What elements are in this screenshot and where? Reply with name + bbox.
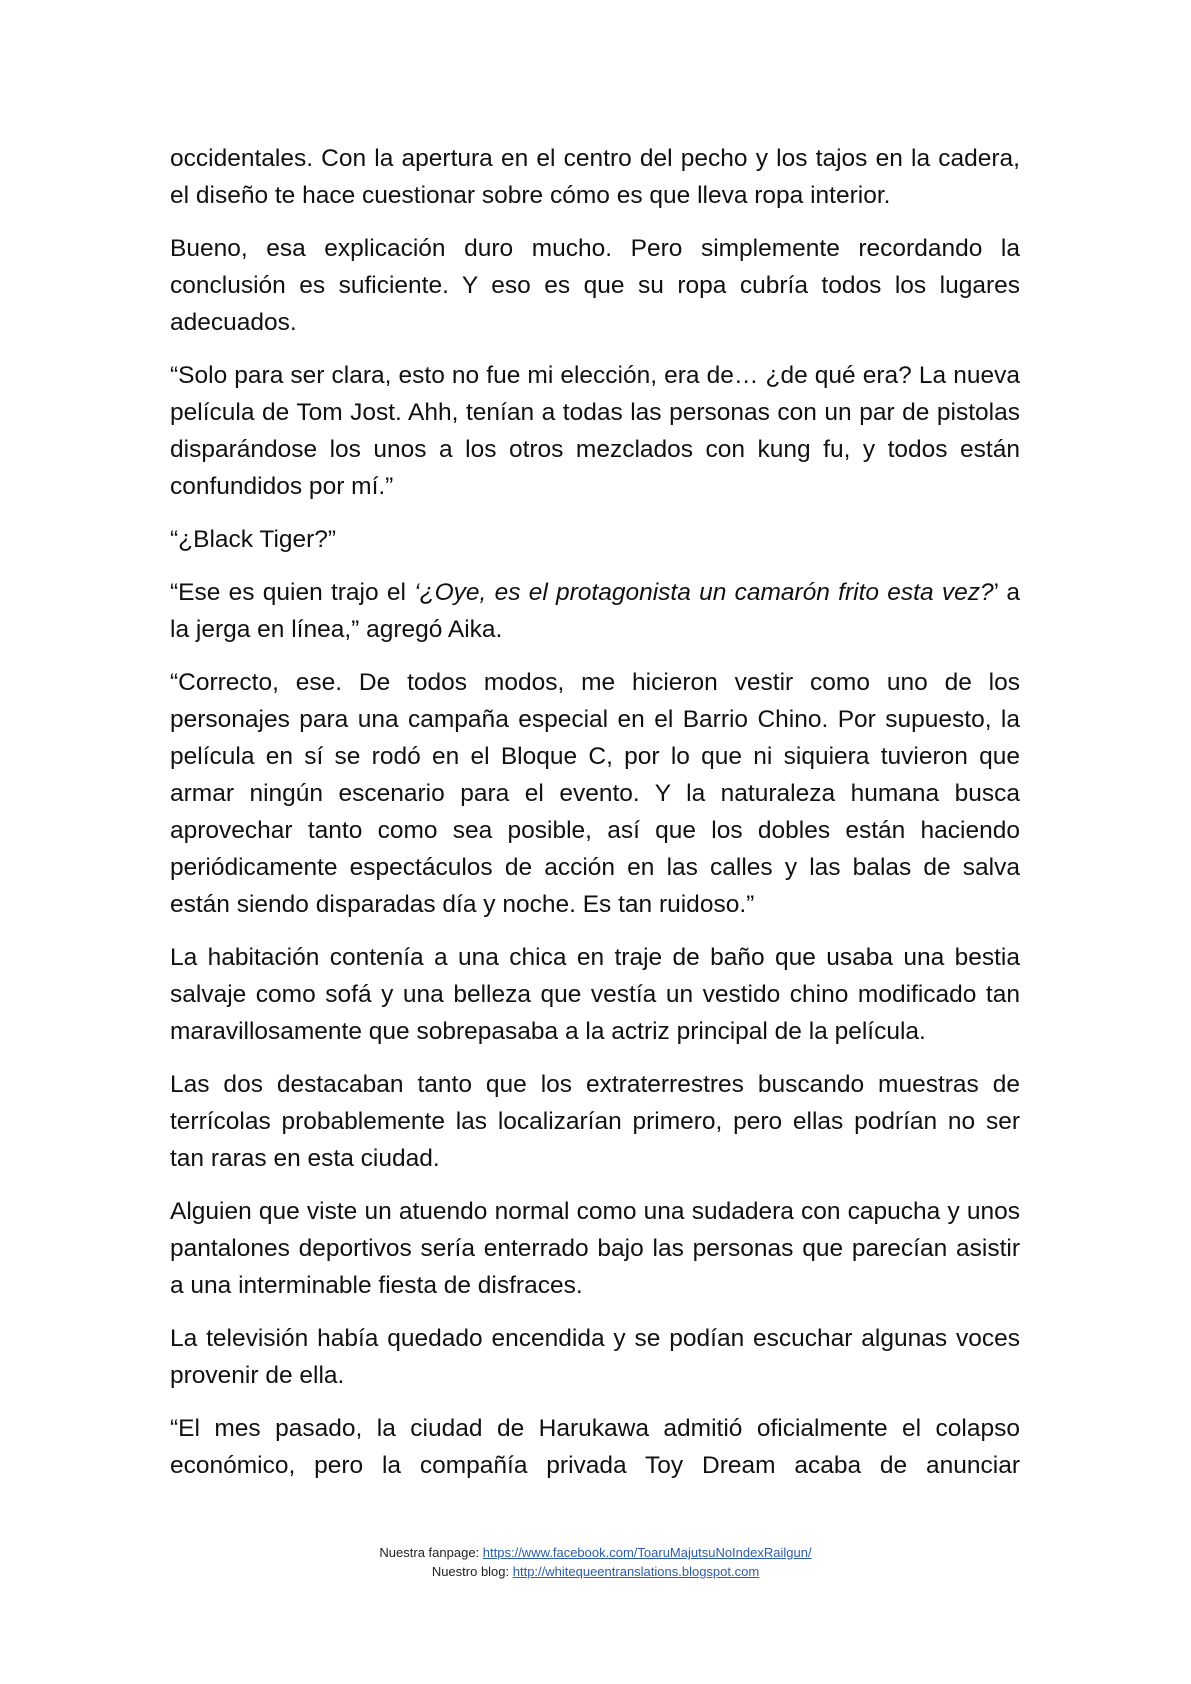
- paragraph: “Correcto, ese. De todos modos, me hicieron vestir como uno de los personajes para una campaña especial en el Barrio Chino. Por supuesto, la película en sí se rodó en el Bloque C, por lo que ni siquiera tuvieron que armar ningún escenario para el evento. Y la naturaleza humana busca aprovechar tanto como sea posible, así que los dobles están haciendo periódicamente espectáculos de acción en las calles y las balas de salva están siendo disparadas día y noche. Es tan ruidoso.”: [170, 669, 1020, 918]
- paragraph: occidentales. Con la apertura en el centro del pecho y los tajos en la cadera, el diseño te hace cuestionar sobre cómo es que lleva ropa interior.: [170, 145, 1020, 209]
- paragraph: Alguien que viste un atuendo normal como una sudadera con capucha y unos pantalones deportivos sería enterrado bajo las personas que parecían asistir a una interminable fiesta de disfraces.: [170, 1198, 1020, 1299]
- blog-line: [0, 1562, 1191, 1581]
- paragraph: “El mes pasado, la ciudad de Harukawa admitió oficialmente el colapso económico, pero la compañía privada Toy Dream acaba de anunciar: [170, 1415, 1020, 1479]
- paragraph: La televisión había quedado encendida y se podían escuchar algunas voces provenir de ella.: [170, 1325, 1020, 1389]
- paragraph: “¿Black Tiger?”: [170, 526, 337, 553]
- paragraph: La habitación contenía a una chica en traje de baño que usaba una bestia salvaje como sofá y una belleza que vestía un vestido chino modificado tan maravillosamente que sobrepasaba a la actriz principal de la película.: [170, 944, 1020, 1045]
- paragraph: Las dos destacaban tanto que los extraterrestres buscando muestras de terrícolas probablemente las localizarían primero, pero ellas podrían no ser tan raras en esta ciudad.: [170, 1071, 1020, 1172]
- body-text: [170, 140, 1020, 1500]
- fanpage-link[interactable]: https://www.facebook.com/ToaruMajutsuNoIndexRailgun/: [482, 1545, 812, 1560]
- paragraph: “Solo para ser clara, esto no fue mi elección, era de… ¿de qué era? La nueva película de Tom Jost. Ahh, tenían a todas las personas con un par de pistolas disparándose los unos a los otros mezclados con kung fu, y todos están confundidos por mí.”: [170, 362, 1020, 500]
- paragraph-text: “Ese es quien trajo el: [170, 579, 415, 606]
- paragraph-text: ’ a la jerga en línea,” agregó Aika.: [170, 579, 1020, 643]
- blog-label: Nuestro blog:: [431, 1564, 513, 1579]
- paragraph-with-italic: [170, 574, 1020, 648]
- fanpage-label: Nuestra fanpage:: [379, 1545, 483, 1560]
- paragraph: Bueno, esa explicación duro mucho. Pero simplemente recordando la conclusión es suficiente. Y eso es que su ropa cubría todos los lugares adecuados.: [170, 235, 1020, 336]
- page-footer: [0, 1543, 1191, 1581]
- fanpage-line: [0, 1543, 1191, 1562]
- italic-quote: ‘¿Oye, es el protagonista un camarón frito esta vez?: [414, 579, 994, 606]
- blog-link[interactable]: http://whitequeentranslations.blogspot.com: [512, 1564, 760, 1579]
